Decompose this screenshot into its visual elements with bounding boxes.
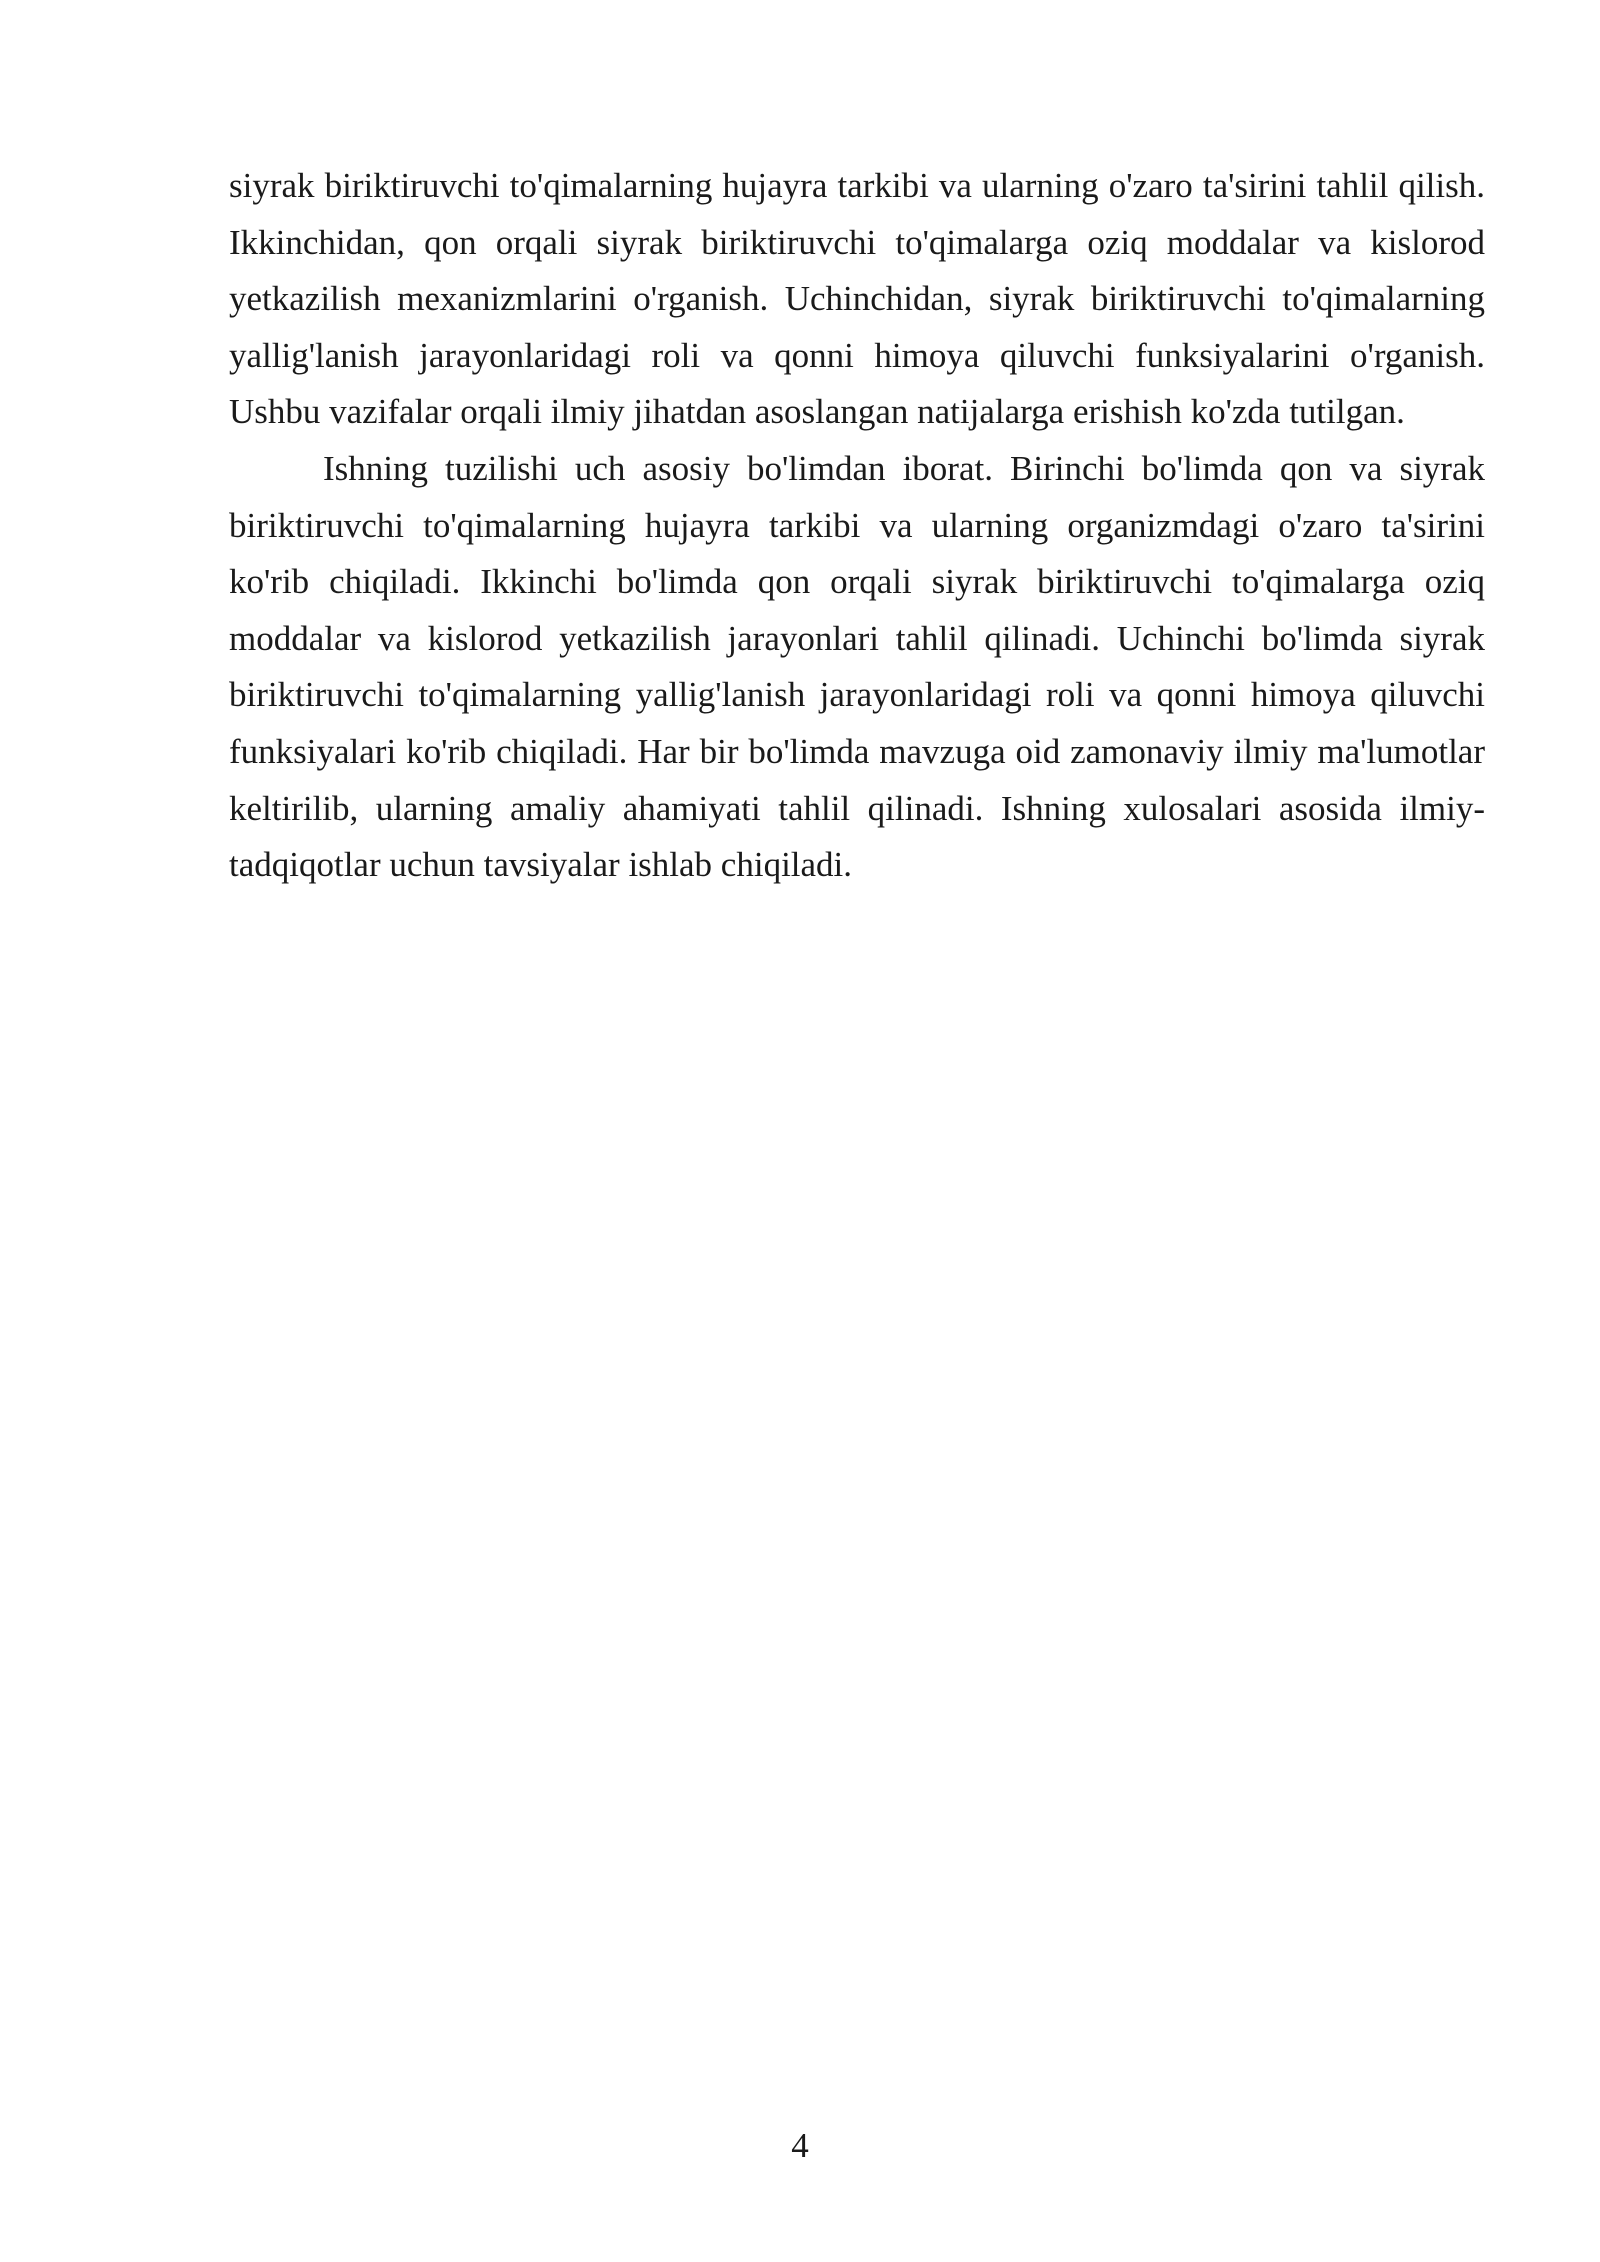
paragraph-structure: Ishning tuzilishi uch asosiy bo'limdan iborat. Birinchi bo'limda qon va siyrak biriktiruvchi to'qimalarning hujayra tarkibi va ularning organizmdagi o'zaro ta'sirini ko'rib chiqiladi. Ikkinchi bo'limda qon orqali siyrak biriktiruvchi to'qimalarga oziq moddalar va kislorod yetkazilish jarayonlari tahlil qilinadi. Uchinchi bo'limda siyrak biriktiruvchi to'qimalarning yallig'lanish jarayonlaridagi roli va qonni himoya qiluvchi funksiyalari ko'rib chiqiladi. Har bir bo'limda mavzuga oid zamonaviy ilmiy ma'lumotlar keltirilib, ularning amaliy ahamiyati tahlil qilinadi. Ishning xulosalari asosida ilmiy-tadqiqotlar uchun tavsiyalar ishlab chiqiladi. bbox=[229, 448, 1485, 885]
body-text bbox=[229, 158, 1485, 894]
page-number: 4 bbox=[791, 2126, 809, 2165]
paragraph-continuation: siyrak biriktiruvchi to'qimalarning hujayra tarkibi va ularning o'zaro ta'sirini tahlil qilish. Ikkinchidan, qon orqali siyrak biriktiruvchi to'qimalarga oziq moddalar va kislorod yetkazilish mexanizmlarini o'rganish. Uchinchidan, siyrak biriktiruvchi to'qimalarning yallig'lanish jarayonlaridagi roli va qonni himoya qiluvchi funksiyalarini o'rganish. Ushbu vazifalar orqali ilmiy jihatdan asoslangan natijalarga erishish ko'zda tutilgan. bbox=[229, 166, 1485, 432]
